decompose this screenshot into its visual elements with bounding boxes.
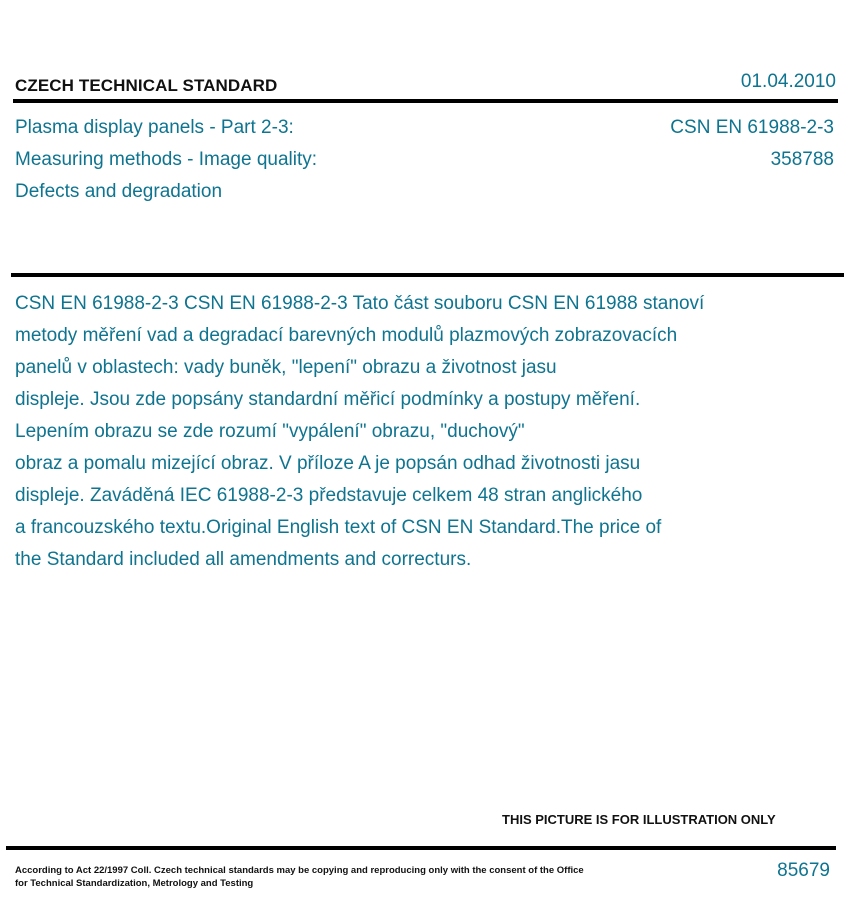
top-divider — [13, 99, 838, 103]
bottom-divider — [6, 846, 836, 850]
catalog-number: 358788 — [770, 149, 834, 170]
standard-title-line-1: Plasma display panels - Part 2-3: — [15, 117, 294, 138]
standard-description: CSN EN 61988-2-3 CSN EN 61988-2-3 Tato část souboru CSN EN 61988 stanoví metody měření vad a degradací barevných modulů plazmových zobrazovacích panelů v oblastech: vady buněk, "lepení" obrazu a životnost jasu displeje. Jsou zde popsány standardní měřicí podmínky a postupy měření. Lepením obrazu se zde rozumí "vypálení" obrazu, "duchový" obraz a pomalu mizející obraz. V příloze A je popsán odhad životnosti jasu displeje. Zaváděná IEC 61988-2-3 představuje celkem 48 stran anglického a francouzského textu.Original English text of CSN EN Standard.The price of the Standard included all amendments and correcturs. — [15, 293, 705, 570]
middle-divider — [11, 273, 844, 277]
legal-notice: According to Act 22/1997 Coll. Czech technical standards may be copying and reproducing only with the consent of the Office for Technical Standardization, Metrology and Testing — [15, 865, 584, 889]
document-type-heading: CZECH TECHNICAL STANDARD — [15, 76, 278, 95]
publication-date: 01.04.2010 — [740, 71, 836, 92]
standard-title-line-3: Defects and degradation — [15, 181, 223, 202]
illustration-note: THIS PICTURE IS FOR ILLUSTRATION ONLY — [502, 812, 776, 827]
document-id: 85679 — [777, 860, 830, 881]
standard-title-line-2: Measuring methods - Image quality: — [15, 149, 318, 170]
standard-code: CSN EN 61988-2-3 — [670, 117, 834, 138]
